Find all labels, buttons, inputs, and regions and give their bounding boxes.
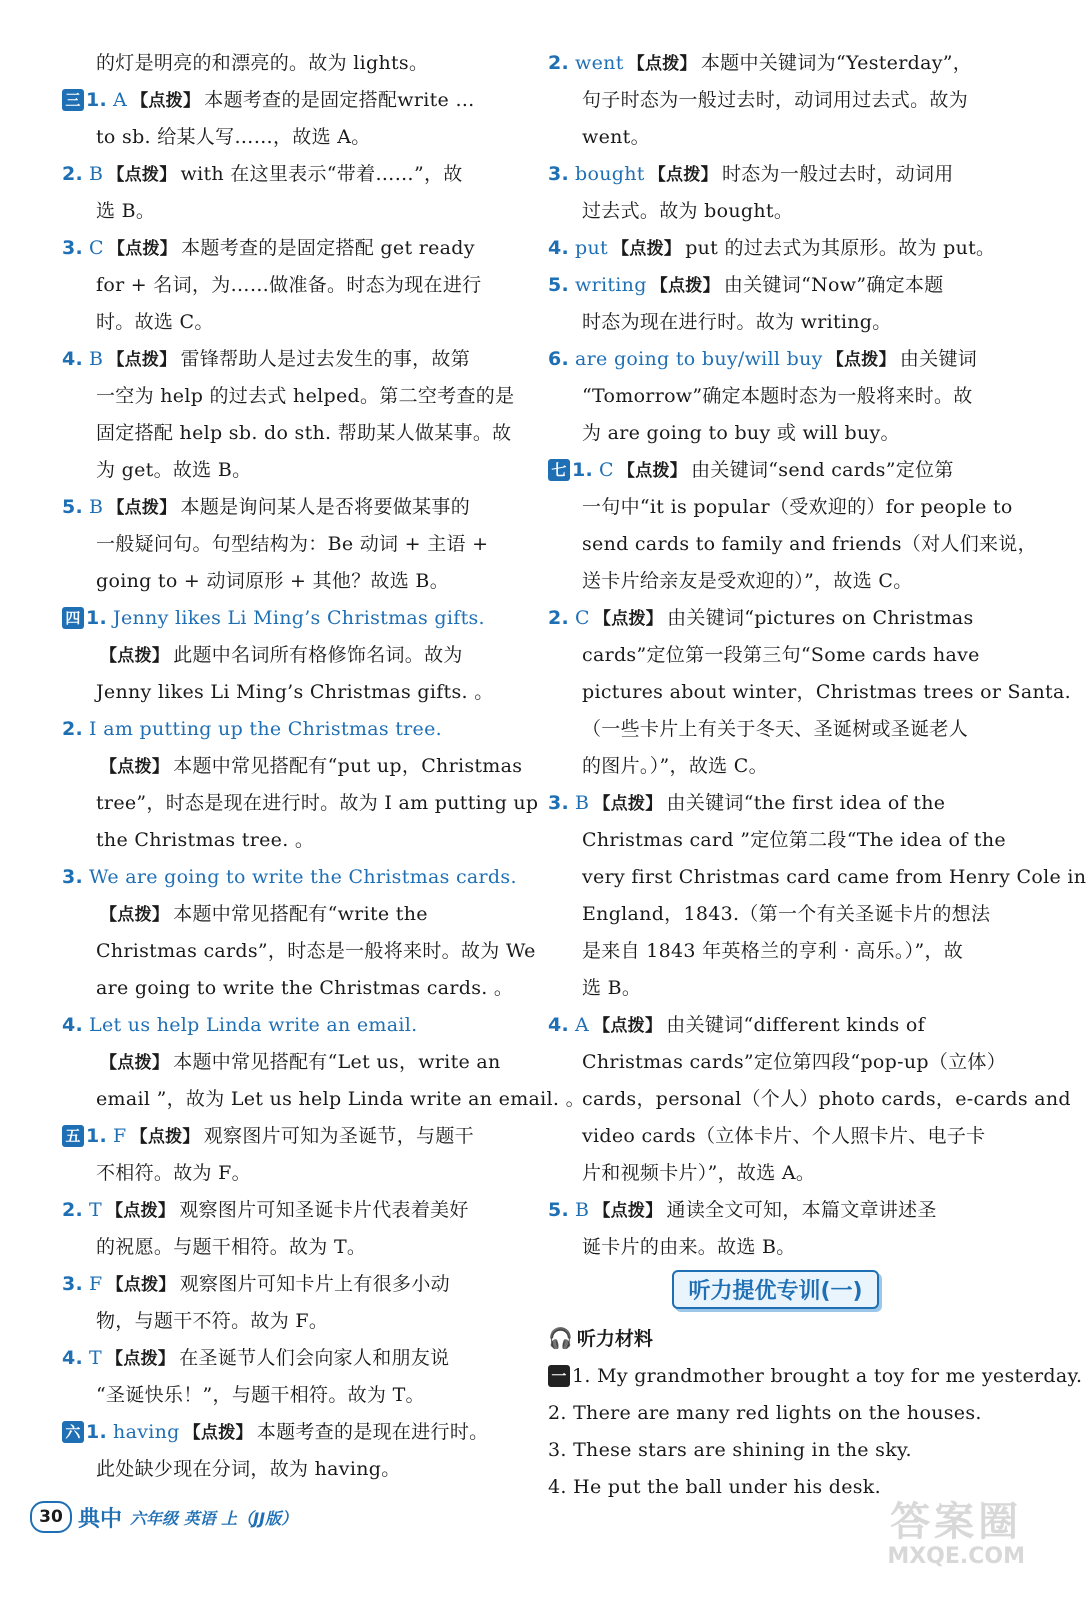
explanation-line: 的图片。）”，故选 C。 [582, 755, 768, 777]
answer-text: We are going to write the Christmas cards. [89, 866, 517, 888]
explanation-line: 过去式。故为 bought。 [582, 200, 794, 222]
question-number: 3. [548, 163, 570, 185]
explanation-line: video cards（立体卡片、个人照卡片、电子卡 [582, 1125, 986, 1147]
question-number: 4. [62, 348, 84, 370]
question-number: 2. [62, 163, 84, 185]
answer-text: B [89, 163, 104, 185]
explanation-text: with 在这里表示“带着……”，故 [180, 163, 463, 185]
answer-item [62, 341, 522, 378]
answer-item [62, 1007, 522, 1044]
answer-text: B [89, 348, 104, 370]
answer-item [548, 156, 1003, 193]
explanation-line: tree”，时态是现在进行时。故为 I am putting up [96, 792, 539, 814]
sentence-text: These stars are shining in the sky. [573, 1439, 912, 1461]
explanation-line: 此处缺少现在分词，故为 having。 [96, 1458, 401, 1480]
hint-tag: 【点拨】 [106, 1275, 176, 1295]
explanation-line [62, 637, 522, 674]
explanation-line: 片和视频卡片）”，故选 A。 [582, 1162, 816, 1184]
explanation-text: 由关键词“the first idea of the [666, 792, 946, 814]
answer-text: B [575, 1199, 590, 1221]
question-number: 2. [548, 607, 570, 629]
hint-tag: 【点拨】 [100, 1053, 170, 1073]
answer-text: A [113, 89, 128, 111]
question-number: 3. [62, 866, 84, 888]
brand-logo: 典中 [78, 1506, 123, 1532]
answer-item [548, 452, 1003, 489]
question-number: 2. [548, 52, 570, 74]
explanation-line: 一空为 help 的过去式 helped。第二空考查的是 [96, 385, 515, 407]
explanation-text: 本题考查的是现在进行时。 [256, 1421, 489, 1443]
section-marker: 四 [62, 607, 84, 629]
answer-text: Let us help Linda write an email. [89, 1014, 418, 1036]
explanation-line: 选 B。 [96, 200, 156, 222]
hint-tag: 【点拨】 [100, 646, 170, 666]
explanation-line [62, 748, 522, 785]
answer-item [62, 859, 522, 896]
explanation-line: cards”定位第一段第三句“Some cards have [582, 644, 980, 666]
explanation-text: put 的过去式为其原形。故为 put。 [685, 237, 996, 259]
hint-tag: 【点拨】 [107, 239, 178, 259]
answer-text: put [575, 237, 608, 259]
answer-text: B [575, 792, 590, 814]
hint-tag: 【点拨】 [627, 54, 697, 74]
question-number: 2. [62, 1199, 84, 1221]
listening-sentence [548, 1395, 1003, 1432]
hint-tag: 【点拨】 [106, 1201, 176, 1221]
watermark [887, 1500, 1025, 1570]
section-marker: 六 [62, 1421, 84, 1443]
sentence-number: 3. [548, 1439, 567, 1461]
explanation-line: to sb. 给某人写……，故选 A。 [96, 126, 371, 148]
material-heading [548, 1318, 1003, 1358]
answer-text: C [575, 607, 590, 629]
answer-text: F [89, 1273, 103, 1295]
answer-text: B [89, 496, 104, 518]
answer-item [548, 341, 1003, 378]
answer-item [548, 267, 1003, 304]
answer-text: T [89, 1199, 103, 1221]
answer-text: Jenny likes Li Ming’s Christmas gifts. [113, 607, 485, 629]
answer-item [62, 600, 522, 637]
explanation-text: 观察图片可知卡片上有很多小动 [179, 1273, 450, 1295]
explanation-line: 选 B。 [582, 977, 642, 999]
explanation-text: 在圣诞节人们会向家人和朋友说 [179, 1347, 450, 1369]
explanation-text: 通读全文可知，本篇文章讲述圣 [666, 1199, 937, 1221]
question-number: 1. [86, 89, 108, 111]
explanation-text: 由关键词“different kinds of [666, 1014, 925, 1036]
sentence-text: My grandmother brought a toy for me yesterday. [597, 1365, 1083, 1387]
explanation-line: England，1843.（第一个有关圣诞卡片的想法 [582, 903, 991, 925]
book-title: 六年级 英语 上（JJ版） [130, 1508, 298, 1528]
explanation-text: 本题是询问某人是否将要做某事的 [180, 496, 471, 518]
question-number: 5. [62, 496, 84, 518]
explanation-text: 观察图片可知为圣诞节，与题干 [203, 1125, 474, 1147]
section-marker: 一 [548, 1365, 570, 1387]
explanation-line: 为 are going to buy 或 will buy。 [582, 422, 900, 444]
explanation-text: 本题中常见搭配有“put up，Christmas [173, 755, 523, 777]
answer-text: A [575, 1014, 590, 1036]
answer-item [548, 230, 1003, 267]
explanation-line: 不相符。故为 F。 [96, 1162, 251, 1184]
sentence-text: There are many red lights on the houses. [573, 1402, 982, 1424]
answer-item [62, 1192, 522, 1229]
explanation-line: 物，与题干不符。故为 F。 [96, 1310, 329, 1332]
hint-tag: 【点拨】 [100, 757, 170, 777]
answer-text: are going to buy/will buy [575, 348, 823, 370]
answer-item [62, 230, 522, 267]
material-title: 听力材料 [576, 1328, 653, 1350]
explanation-line: 固定搭配 help sb. do sth. 帮助某人做某事。故 [96, 422, 512, 444]
answer-item [62, 156, 522, 193]
answer-text: bought [575, 163, 645, 185]
hint-tag: 【点拨】 [100, 905, 170, 925]
explanation-text: 雷锋帮助人是过去发生的事，故第 [180, 348, 471, 370]
section-banner [548, 1270, 1003, 1312]
sentence-text: He put the ball under his desk. [573, 1476, 881, 1498]
explanation-line: 诞卡片的由来。故选 B。 [582, 1236, 796, 1258]
explanation-line: the Christmas tree. 。 [96, 829, 315, 851]
explanation-line: Jenny likes Li Ming’s Christmas gifts. 。 [96, 681, 494, 703]
hint-tag: 【点拨】 [617, 461, 688, 481]
watermark-bottom: MXQE.COM [887, 1544, 1025, 1569]
explanation-text: 本题中关键词为“Yesterday”， [700, 52, 973, 74]
explanation-text: 由关键词“Now”确定本题 [723, 274, 944, 296]
answer-text: I am putting up the Christmas tree. [89, 718, 442, 740]
explanation-line: email ”，故为 Let us help Linda write an email. 。 [96, 1088, 585, 1110]
explanation-line: 送卡片给亲友是受欢迎的）”，故选 C。 [582, 570, 913, 592]
sentence-number: 1. [572, 1365, 591, 1387]
question-number: 6. [548, 348, 570, 370]
question-number: 4. [548, 1014, 570, 1036]
listening-sentence [548, 1358, 1083, 1395]
answer-text: writing [575, 274, 647, 296]
explanation-line: 时。故选 C。 [96, 311, 214, 333]
hint-tag: 【点拨】 [593, 609, 664, 629]
headphones-icon: 🎧 [548, 1326, 573, 1350]
hint-tag: 【点拨】 [826, 350, 896, 370]
answer-text: went [575, 52, 624, 74]
explanation-text: 由关键词“pictures on Christmas [667, 607, 974, 629]
banner-title: 听力提优专训(一) [672, 1270, 878, 1309]
explanation-line: cards，personal（个人）photo cards，e-cards and [582, 1088, 1071, 1110]
sentence-number: 4. [548, 1476, 567, 1498]
question-number: 3. [62, 237, 84, 259]
explanation-text: 本题考查的是固定搭配 get ready [181, 237, 475, 259]
answer-item [548, 45, 1003, 82]
page-footer [30, 1497, 297, 1537]
explanation-line: are going to write the Christmas cards. 。 [96, 977, 514, 999]
question-number: 5. [548, 274, 570, 296]
question-number: 2. [62, 718, 84, 740]
section-marker: 五 [62, 1125, 84, 1147]
listening-list [548, 1358, 1083, 1506]
answer-item [62, 82, 522, 119]
explanation-line: send cards to family and friends（对人们来说， [582, 533, 1037, 555]
hint-tag: 【点拨】 [648, 165, 718, 185]
explanation-line: going to + 动词原形 + 其他？故选 B。 [96, 570, 449, 592]
explanation-line [62, 896, 522, 933]
explanation-line: for + 名词，为……做准备。时态为现在进行 [96, 274, 482, 296]
hint-tag: 【点拨】 [106, 1349, 176, 1369]
explanation-line: 的灯是明亮的和漂亮的。故为 lights。 [96, 52, 429, 74]
explanation-text: 本题考查的是固定搭配write … [204, 89, 475, 111]
explanation-line: 时态为现在进行时。故为 writing。 [582, 311, 892, 333]
explanation-line: 为 get。故选 B。 [96, 459, 252, 481]
explanation-line: 是来自 1843 年英格兰的亨利 · 高乐。）”，故 [582, 940, 964, 962]
answer-text: C [89, 237, 104, 259]
answer-item [548, 600, 1003, 637]
explanation-line: pictures about winter，Christmas trees or Santa. [582, 681, 1071, 703]
page-number: 30 [30, 1501, 72, 1533]
hint-tag: 【点拨】 [593, 1201, 663, 1221]
answer-item [62, 711, 522, 748]
explanation-line: 一般疑问句。句型结构为：Be 动词 + 主语 + [96, 533, 489, 555]
question-number: 4. [62, 1014, 84, 1036]
hint-tag: 【点拨】 [183, 1423, 253, 1443]
answer-text: F [113, 1125, 127, 1147]
left-column [62, 45, 585, 1488]
answer-item [62, 1118, 522, 1155]
explanation-text: 本题中常见搭配有“write the [173, 903, 428, 925]
question-number: 4. [548, 237, 570, 259]
explanation-text: 由关键词 [899, 348, 978, 370]
answer-item [548, 1007, 1003, 1044]
question-number: 1. [572, 459, 594, 481]
question-number: 3. [62, 1273, 84, 1295]
hint-tag: 【点拨】 [593, 1016, 663, 1036]
answer-text: C [599, 459, 614, 481]
explanation-line: very first Christmas card came from Henry Cole in [582, 866, 1086, 888]
explanation-line [62, 1044, 522, 1081]
question-number: 1. [86, 1125, 108, 1147]
explanation-text: 观察图片可知圣诞卡片代表着美好 [179, 1199, 469, 1221]
answer-item [62, 1340, 522, 1377]
hint-tag: 【点拨】 [130, 1127, 200, 1147]
section-marker: 七 [548, 459, 570, 481]
hint-tag: 【点拨】 [650, 276, 720, 296]
explanation-line: “圣诞快乐！”，与题干相符。故为 T。 [96, 1384, 425, 1406]
answer-item [62, 489, 522, 526]
answer-item [548, 1192, 1003, 1229]
watermark-top: 答案圈 [890, 1499, 1023, 1545]
sentence-number: 2. [548, 1402, 567, 1424]
explanation-line: 一句中“it is popular（受欢迎的）for people to [582, 496, 1013, 518]
hint-tag: 【点拨】 [131, 91, 201, 111]
answer-list-right [548, 45, 1086, 1266]
listening-sentence [548, 1432, 1003, 1469]
question-number: 5. [548, 1199, 570, 1221]
explanation-line: Christmas cards”定位第四段“pop-up（立体） [582, 1051, 1007, 1073]
section-marker: 三 [62, 89, 84, 111]
hint-tag: 【点拨】 [593, 794, 663, 814]
question-number: 3. [548, 792, 570, 814]
explanation-text: 此题中名词所有格修饰名词。故为 [173, 644, 463, 666]
hint-tag: 【点拨】 [107, 498, 177, 518]
explanation-text: 时态为一般过去时，动词用 [721, 163, 954, 185]
answer-text: having [113, 1421, 180, 1443]
question-number: 1. [86, 607, 108, 629]
question-number: 4. [62, 1347, 84, 1369]
explanation-line: （一些卡片上有关于冬天、圣诞树或圣诞老人 [582, 718, 969, 740]
answer-text: T [89, 1347, 103, 1369]
explanation-line: Christmas cards”，时态是一般将来时。故为 We [96, 940, 536, 962]
question-number: 1. [86, 1421, 108, 1443]
explanation-line: Christmas card ”定位第二段“The idea of the [582, 829, 1006, 851]
hint-tag: 【点拨】 [107, 350, 177, 370]
explanation-line: 的祝愿。与题干相符。故为 T。 [96, 1236, 367, 1258]
hint-tag: 【点拨】 [611, 239, 682, 259]
right-column [548, 45, 1086, 1506]
answer-item [62, 1414, 522, 1451]
explanation-line: 句子时态为一般过去时，动词用过去式。故为 [582, 89, 969, 111]
explanation-line: “Tomorrow”确定本题时态为一般将来时。故 [582, 385, 973, 407]
answer-item [62, 1266, 522, 1303]
hint-tag: 【点拨】 [107, 165, 177, 185]
explanation-text: 由关键词“send cards”定位第 [691, 459, 954, 481]
explanation-text: 本题中常见搭配有“Let us，write an [173, 1051, 501, 1073]
explanation-line: went。 [582, 126, 650, 148]
answer-item [548, 785, 1003, 822]
